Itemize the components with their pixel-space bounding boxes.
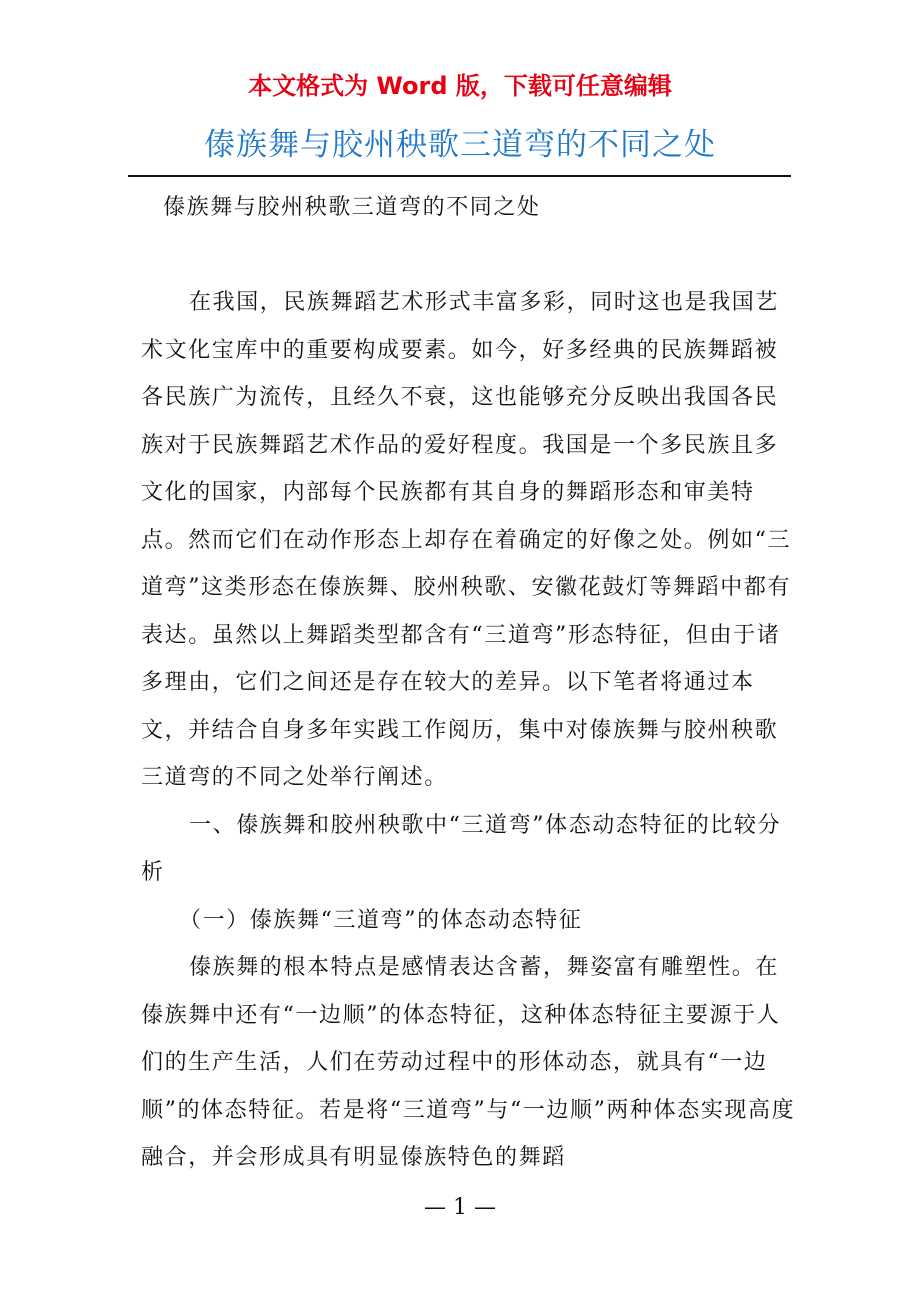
section-heading-1: 一、傣族舞和胶州秧歌中“三道弯”体态动态特征的比较分析 [141,812,782,885]
body-paragraph: 傣族舞的根本特点是感情表达含蓄，舞姿富有雕塑性。在傣族舞中还有“一边顺”的体态特征，这种体态特征主要源于人们的生产生活，人们在劳动过程中的形体动态，就具有“一边顺”的体态特征。若是将“三道弯”与“一边顺”两种体态实现高度融合，并会形成具有明显傣族特色的舞蹈 [141,955,796,1170]
blank-line [141,232,801,280]
page-number: — 1 — [424,1195,496,1220]
subsection-heading-1: （一）傣族舞“三道弯”的体态动态特征 [179,907,583,933]
document-subtitle: 傣族舞与胶州秧歌三道弯的不同之处 [163,195,541,220]
document-body [141,184,801,1182]
document-title: 傣族舞与胶州秧歌三道弯的不同之处 [204,127,716,163]
title-divider [128,175,791,177]
intro-paragraph: 在我国，民族舞蹈艺术形式丰富多彩，同时这也是我国艺术文化宝库中的重要构成要素。如今，好多经典的民族舞蹈被各民族广为流传，且经久不衰，这也能够充分反映出我国各民族对于民族舞蹈艺术作品的爱好程度。我国是一个多民族且多文化的国家，内部每个民族都有其自身的舞蹈形态和审美特点。然而它们在动作形态上却存在着确定的好像之处。例如“三道弯”这类形态在傣族舞、胶州秧歌、安徽花鼓灯等舞蹈中都有表达。虽然以上舞蹈类型都含有“三道弯”形态特征，但由于诸多理由，它们之间还是存在较大的差异。以下笔者将通过本文，并结合自身多年实践工作阅历，集中对傣族舞与胶州秧歌三道弯的不同之处举行阐述。 [141,290,792,790]
format-notice: 本文格式为 Word 版，下载可任意编辑 [248,72,672,100]
